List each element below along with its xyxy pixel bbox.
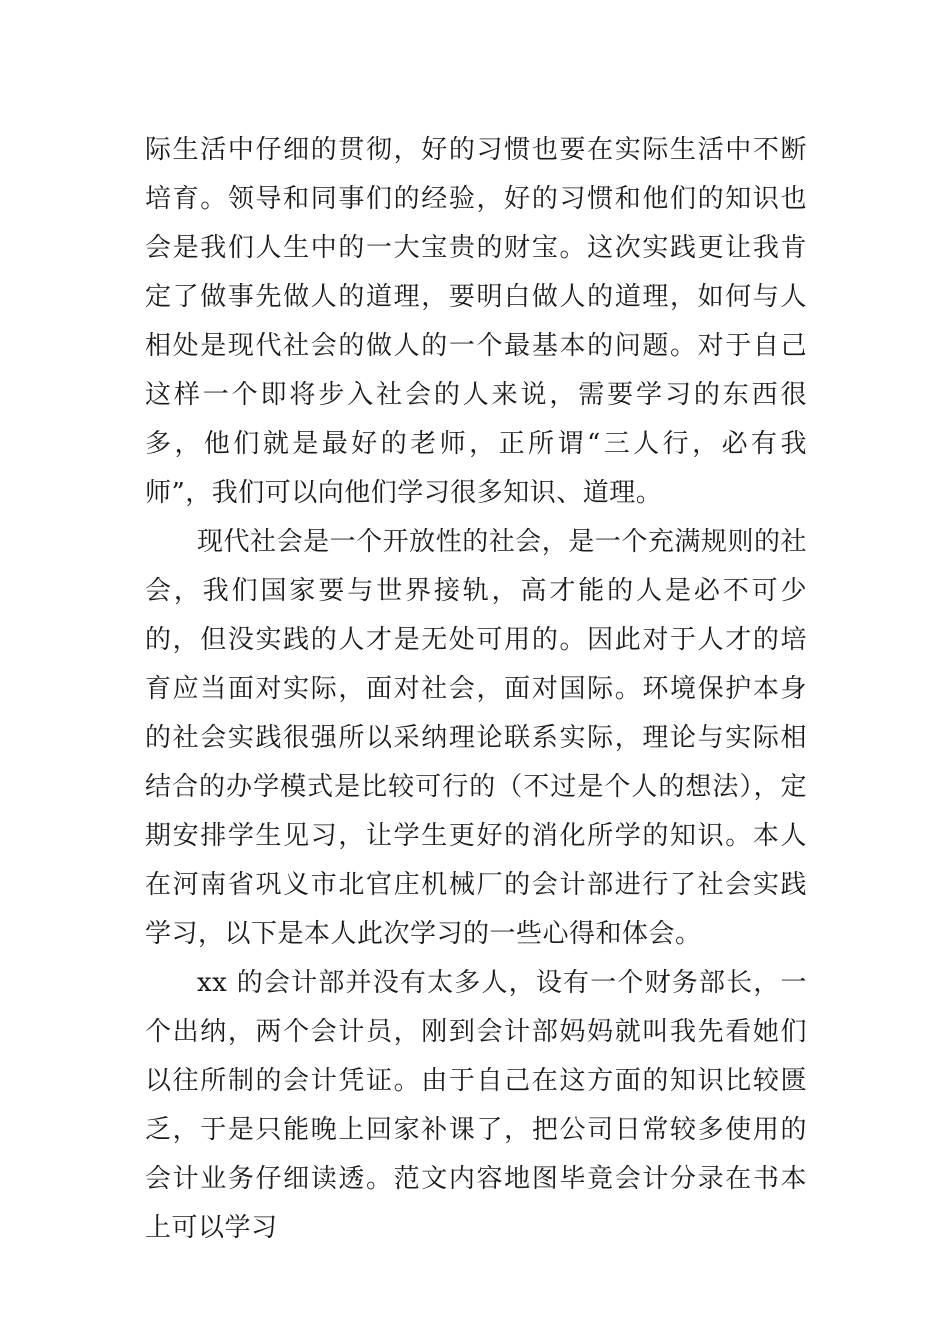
document-body <box>145 126 807 1253</box>
paragraph-accounting-department: xx 的会计部并没有太多人，设有一个财务部长，一个出纳，两个会计员，刚到会计部妈妈就叫我先看她们以往所制的会计凭证。由于自己在这方面的知识比较匮乏，于是只能晚上回家补课了，把公司日常较多使用的会计业务仔细读透。范文内容地图毕竟会计分录在书本上可以学习 <box>145 968 807 1243</box>
paragraph-continuation: 际生活中仔细的贯彻，好的习惯也要在实际生活中不断培育。领导和同事们的经验，好的习惯和他们的知识也会是我们人生中的一大宝贵的财宝。这次实践更让我肯定了做事先做人的道理，要明白做人的道理，如何与人相处是现代社会的做人的一个最基本的问题。对于自己这样一个即将步入社会的人来说，需要学习的东西很多，他们就是最好的老师，正所谓“三人行，必有我师”，我们可以向他们学习很多知识、道理。 <box>145 135 807 508</box>
paragraph-modern-society: 现代社会是一个开放性的社会，是一个充满规则的社会，我们国家要与世界接轨，高才能的人是必不可少的，但没实践的人才是无处可用的。因此对于人才的培育应当面对实际，面对社会，面对国际。环境保护本身的社会实践很强所以采纳理论联系实际，理论与实际相结合的办学模式是比较可行的（不过是个人的想法），定期安排学生见习，让学生更好的消化所学的知识。本人在河南省巩义市北官庄机械厂的会计部进行了社会实践学习，以下是本人此次学习的一些心得和体会。 <box>145 527 807 949</box>
